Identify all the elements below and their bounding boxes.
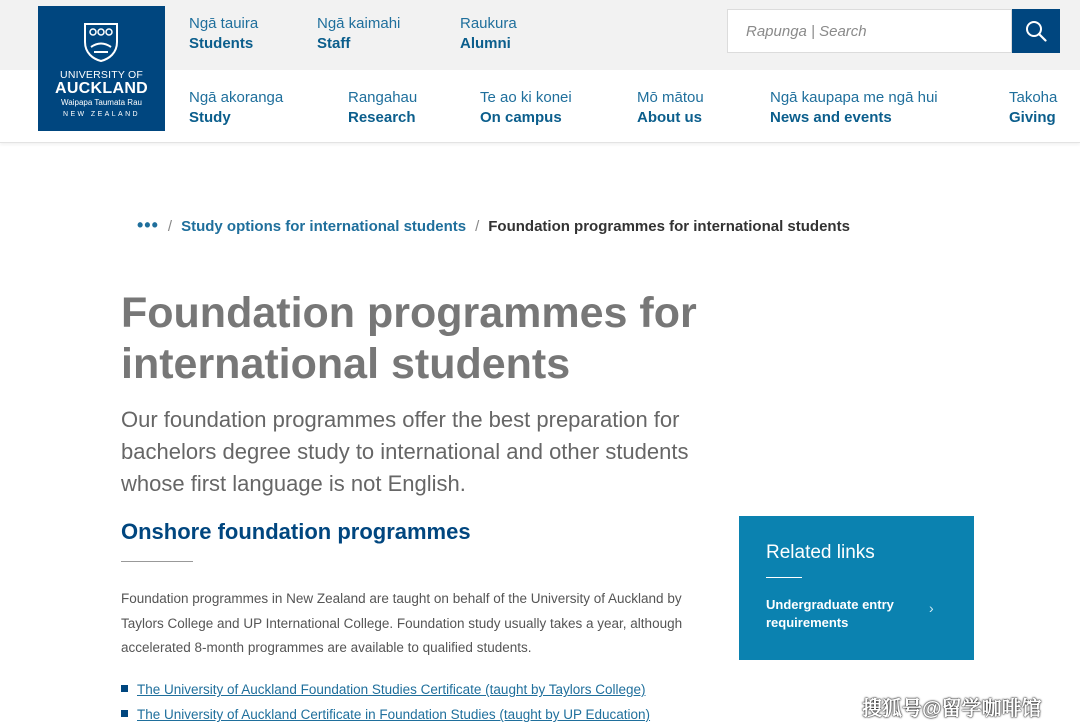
main-nav-maori-label: Ngā akoranga [189,89,284,106]
top-nav-maori-label: Ngā kaimahi [317,15,401,32]
related-links-panel [739,516,974,660]
section-heading: Onshore foundation programmes [121,519,471,544]
crest-icon [82,22,120,62]
list-item [121,677,650,702]
main-nav-maori-label: Mō mātou [637,89,704,106]
main-nav-about-us[interactable] [637,88,704,128]
up-education-link[interactable]: The University of Auckland Certificate in Foundation Studies (taught by UP Education) [137,707,651,722]
breadcrumb-ellipsis[interactable]: ••• [137,215,159,235]
top-nav-english-label: Staff [317,35,351,52]
undergraduate-entry-link[interactable]: Undergraduate entry requirements [766,597,894,630]
top-nav-english-label: Students [189,35,254,52]
taylors-college-link[interactable]: The University of Auckland Foundation Studies Certificate (taught by Taylors College) [137,682,646,697]
search-button[interactable] [1012,9,1060,53]
main-nav-english-label: Research [348,109,416,126]
section-divider [121,561,193,562]
chevron-right-icon: › [929,600,934,616]
main-nav-research[interactable] [348,88,417,128]
top-nav-maori-label: Raukura [460,15,517,32]
main-nav-english-label: Study [189,109,231,126]
list-item [121,702,650,727]
main-nav-maori-label: Te ao ki konei [480,89,572,106]
related-divider [766,577,802,578]
main-nav-english-label: Giving [1009,109,1056,126]
main-nav-maori-label: Takoha [1009,89,1058,106]
search-box [727,9,1012,53]
top-nav-staff[interactable] [317,14,400,54]
breadcrumb [137,214,850,236]
search-input[interactable] [744,10,1008,52]
main-nav-study[interactable] [189,88,283,128]
breadcrumb-parent-link[interactable]: Study options for international students [181,218,467,235]
main-nav-giving[interactable] [1009,88,1057,128]
square-bullet-icon [121,710,128,717]
logo-line-3: Waipapa Taumata Rau [61,98,142,107]
top-nav-alumni[interactable] [460,14,517,54]
related-links-heading: Related links [766,542,875,563]
main-nav-english-label: News and events [770,109,892,126]
programme-link-list [121,677,650,727]
logo-line-1: UNIVERSITY OF [60,69,143,81]
watermark: 搜狐号@留学咖啡馆 [862,698,1042,720]
main-nav-news-events[interactable] [770,88,938,128]
main-nav-maori-label: Rangahau [348,89,418,106]
main-nav-on-campus[interactable] [480,88,572,128]
main-nav-maori-label: Ngā kaupapa me ngā hui [770,89,938,106]
top-nav-maori-label: Ngā tauira [189,15,259,32]
main-nav-english-label: On campus [480,109,562,126]
logo-line-4: NEW ZEALAND [63,111,140,118]
lead-paragraph: Our foundation programmes offer the best preparation for bachelors degree study to international and other students whose first language is not English. [121,407,689,496]
logo-line-2: AUCKLAND [54,80,149,97]
body-paragraph: Foundation programmes in New Zealand are taught on behalf of the University of Auckland by Taylors College and UP International College. Foundation study usually takes a year, although accelerated 8-month programmes are available to qualified students. [121,591,683,655]
breadcrumb-separator: / [167,218,173,235]
breadcrumb-separator: / [475,218,480,235]
square-bullet-icon [121,685,128,692]
breadcrumb-current: Foundation programmes for international students [488,218,850,235]
top-nav-students[interactable] [189,14,258,54]
search-icon [1025,20,1047,42]
main-nav-english-label: About us [637,109,702,126]
page-title: Foundation programmes for international students [121,289,697,388]
top-nav-english-label: Alumni [460,35,511,52]
university-logo[interactable] [38,6,165,131]
